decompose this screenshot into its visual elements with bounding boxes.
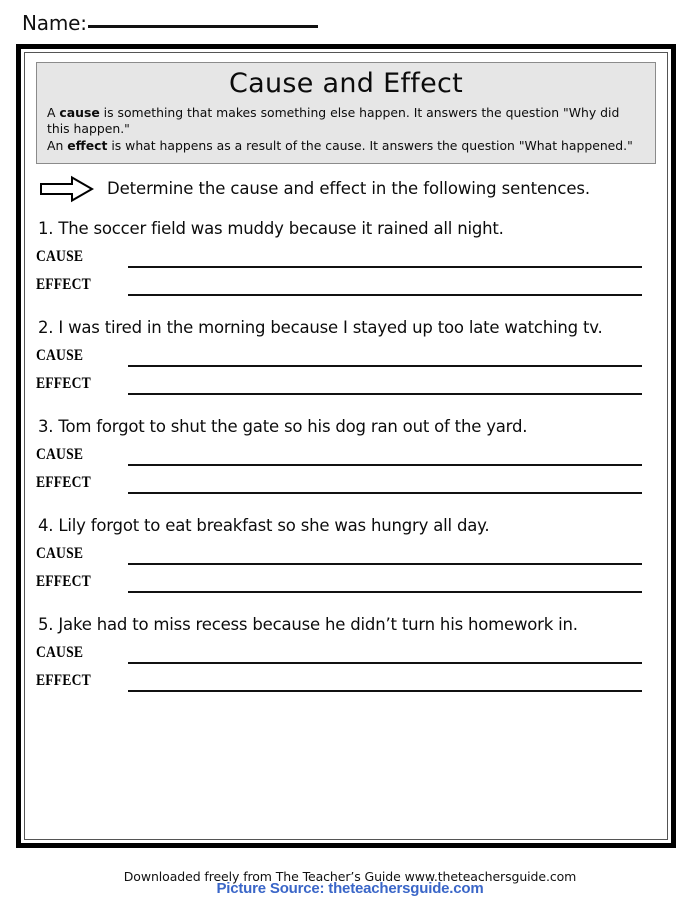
cause-label: CAUSE [36, 446, 84, 464]
definition-cause-prefix: A [47, 104, 60, 120]
effect-answer-row [36, 470, 656, 494]
question-block [36, 417, 656, 494]
name-label: Name: [22, 11, 87, 35]
cause-answer-blank[interactable] [128, 562, 642, 565]
worksheet-frame [16, 44, 676, 848]
question-text: 5. Jake had to miss recess because he didn’t turn his homework in. [38, 614, 578, 634]
definition-cause [47, 105, 645, 138]
cause-answer-row [36, 343, 656, 367]
effect-label: EFFECT [36, 474, 91, 492]
footer-credit-text: Downloaded freely from The Teacher’s Guide www.theteachersguide.com [123, 869, 577, 884]
name-input-blank[interactable] [88, 25, 318, 28]
question-text: 3. Tom forgot to shut the gate so his dog ran out of the yard. [38, 416, 528, 436]
name-field-row [22, 11, 318, 35]
effect-label: EFFECT [36, 672, 91, 690]
cause-label: CAUSE [36, 248, 84, 266]
cause-answer-blank[interactable] [128, 265, 642, 268]
question-block [36, 516, 656, 593]
effect-answer-row [36, 272, 656, 296]
cause-answer-row [36, 541, 656, 565]
effect-answer-blank[interactable] [128, 491, 642, 494]
effect-answer-blank[interactable] [128, 689, 642, 692]
footer [0, 869, 700, 897]
right-block-arrow-icon [39, 175, 95, 203]
page-title: Cause and Effect [228, 68, 464, 99]
question-block [36, 318, 656, 395]
effect-label: EFFECT [36, 573, 91, 591]
definition-effect-prefix: An [47, 137, 68, 153]
effect-answer-blank[interactable] [128, 293, 642, 296]
effect-label: EFFECT [36, 276, 91, 294]
footer-source-text: Picture Source: theteachersguide.com [216, 880, 484, 897]
effect-label: EFFECT [36, 375, 91, 393]
question-text: 2. I was tired in the morning because I stayed up too late watching tv. [38, 317, 603, 337]
directions-row [36, 175, 656, 203]
worksheet-frame-inner-border [24, 52, 668, 840]
cause-label: CAUSE [36, 545, 84, 563]
effect-answer-row [36, 371, 656, 395]
definition-box [36, 62, 656, 164]
effect-answer-blank[interactable] [128, 392, 642, 395]
cause-answer-row [36, 442, 656, 466]
effect-answer-row [36, 668, 656, 692]
directions-text: Determine the cause and effect in the following sentences. [107, 179, 591, 199]
cause-answer-blank[interactable] [128, 364, 642, 367]
cause-answer-blank[interactable] [128, 661, 642, 664]
definition-effect [47, 138, 645, 154]
definition-cause-term: cause [59, 104, 100, 120]
worksheet-content [25, 53, 667, 839]
effect-answer-row [36, 569, 656, 593]
cause-answer-row [36, 640, 656, 664]
cause-label: CAUSE [36, 644, 84, 662]
question-block [36, 219, 656, 296]
cause-answer-row [36, 244, 656, 268]
questions-list [36, 219, 656, 692]
effect-answer-blank[interactable] [128, 590, 642, 593]
question-block [36, 615, 656, 692]
question-text: 4. Lily forgot to eat breakfast so she was hungry all day. [38, 515, 490, 535]
definition-cause-rest: is something that makes something else happen. It answers the question "Why did this happen." [47, 104, 620, 137]
definition-effect-rest: is what happens as a result of the cause. It answers the question "What happened." [107, 137, 633, 153]
definition-effect-term: effect [67, 137, 108, 153]
question-text: 1. The soccer field was muddy because it rained all night. [38, 218, 504, 238]
cause-label: CAUSE [36, 347, 84, 365]
cause-answer-blank[interactable] [128, 463, 642, 466]
